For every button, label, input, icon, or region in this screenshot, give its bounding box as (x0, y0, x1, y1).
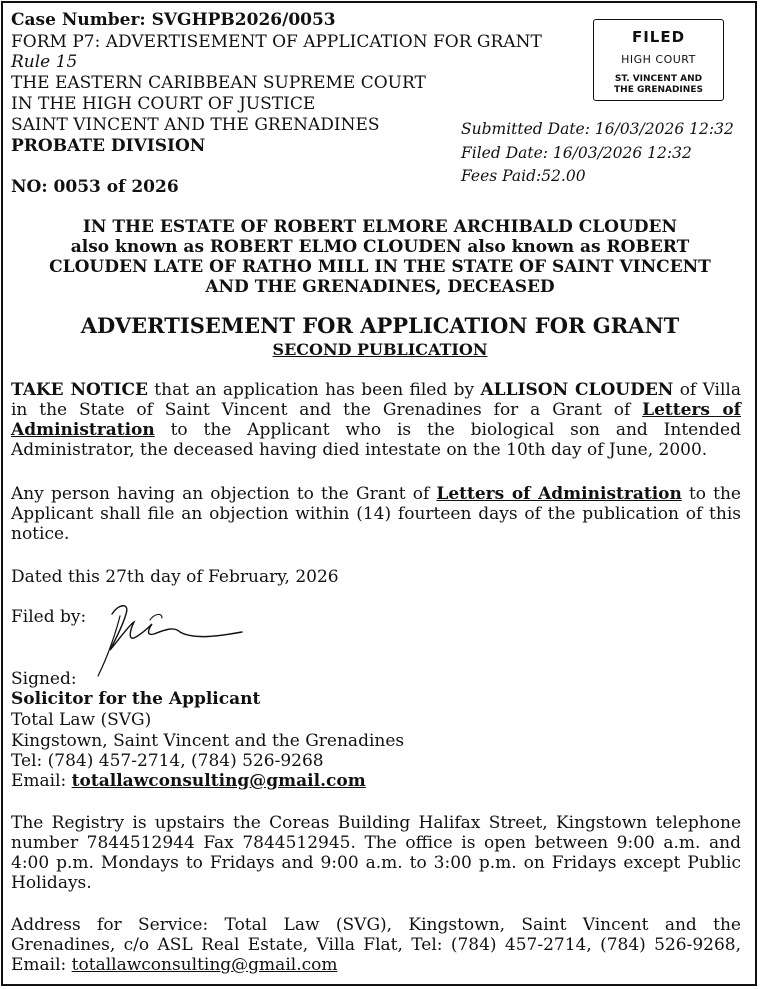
solicitor-firm: Total Law (SVG) (11, 710, 152, 730)
court-jurisdiction: SAINT VINCENT AND THE GRENADINES (11, 115, 380, 135)
case-number: Case Number: SVGHPB2026/0053 (11, 10, 336, 30)
objection-grant-type: Letters of Administration (436, 484, 682, 504)
submitted-date: Submitted Date: 16/03/2026 12:32 (461, 120, 734, 138)
estate-line-1: IN THE ESTATE OF ROBERT ELMORE ARCHIBALD CLOUDEN (82, 217, 678, 237)
solicitor-address: Kingstown, Saint Vincent and the Grenadines (11, 731, 405, 751)
filed-date: Filed Date: 16/03/2026 12:32 (461, 144, 692, 162)
estate-line-2: also known as ROBERT ELMO CLOUDEN also known as ROBERT (70, 237, 690, 257)
court-division-high: IN THE HIGH COURT OF JUSTICE (11, 94, 316, 114)
probate-division: PROBATE DIVISION (11, 136, 206, 156)
fees-paid: Fees Paid:52.00 (461, 167, 586, 185)
form-title: FORM P7: ADVERTISEMENT OF APPLICATION FOR GRANT (11, 32, 542, 52)
service-email-link[interactable]: totallawconsulting@gmail.com (71, 955, 338, 975)
solicitor-email-link[interactable]: totallawconsulting@gmail.com (71, 771, 366, 791)
estate-heading (10, 217, 750, 297)
matter-number: NO: 0053 of 2026 (11, 177, 179, 197)
solicitor-tel: Tel: (784) 457-2714, (784) 526-9268 (11, 751, 324, 771)
notice-text-1: that an application has been filed by (147, 380, 481, 400)
stamp-court: HIGH COURT (621, 53, 696, 66)
estate-line-4: AND THE GRENADINES, DECEASED (205, 277, 555, 297)
dated-line: Dated this 27th day of February, 2026 (11, 567, 339, 587)
solicitor-title: Solicitor for the Applicant (11, 689, 261, 709)
filed-stamp (593, 19, 724, 101)
stamp-place (594, 74, 723, 96)
service-paragraph (11, 915, 741, 975)
stamp-place-line1: ST. VINCENT AND (614, 74, 703, 84)
objection-text-2: to the Applicant shall file an objection within (14) fourteen days of the publication of this notice. (11, 484, 741, 544)
signed-label: Signed: (11, 669, 77, 689)
rule-label: Rule 15 (11, 52, 78, 72)
solicitor-email-label: Email: (11, 771, 72, 791)
solicitor-email-line (11, 771, 366, 791)
signature-mark (90, 596, 250, 681)
registry-paragraph: The Registry is upstairs the Coreas Building Halifax Street, Kingstown telephone number 7844512944 Fax 7844512945. The office is open between 9:00 a.m. and 4:00 p.m. Mondays to Fridays and 9:00 a.m. to 3:00 p.m. on Fridays except Public Holidays. (11, 813, 741, 893)
applicant-name: ALLISON CLOUDEN (480, 380, 674, 400)
grant-type: Letters of Administration (11, 400, 741, 440)
notice-text-2: of Villa in the State of Saint Vincent and the Grenadines for a Grant of (11, 380, 741, 420)
objection-paragraph (11, 484, 741, 544)
service-text: Address for Service: Total Law (SVG), Kingstown, Saint Vincent and the Grenadines, c/o ASL Real Estate, Villa Flat, Tel: (784) 457-2714, (784) 526-9268, Email: (11, 915, 741, 975)
notice-paragraph (11, 380, 741, 460)
court-name: THE EASTERN CARIBBEAN SUPREME COURT (11, 73, 426, 93)
stamp-filed-label: FILED (631, 28, 686, 46)
publication-label: SECOND PUBLICATION (272, 340, 488, 359)
objection-text-1: Any person having an objection to the Grant of (11, 484, 437, 504)
notice-lead: TAKE NOTICE (11, 380, 148, 400)
stamp-place-line2: THE GRENADINES (614, 85, 703, 95)
estate-line-3: CLOUDEN LATE OF RATHO MILL IN THE STATE OF SAINT VINCENT (49, 257, 711, 277)
filed-by-label: Filed by: (11, 607, 87, 627)
page-title: ADVERTISEMENT FOR APPLICATION FOR GRANT (80, 313, 680, 338)
notice-text-3: to the Applicant who is the biological son and Intended Administrator, the deceased having died intestate on the 10th day of June, 2000. (11, 420, 741, 460)
